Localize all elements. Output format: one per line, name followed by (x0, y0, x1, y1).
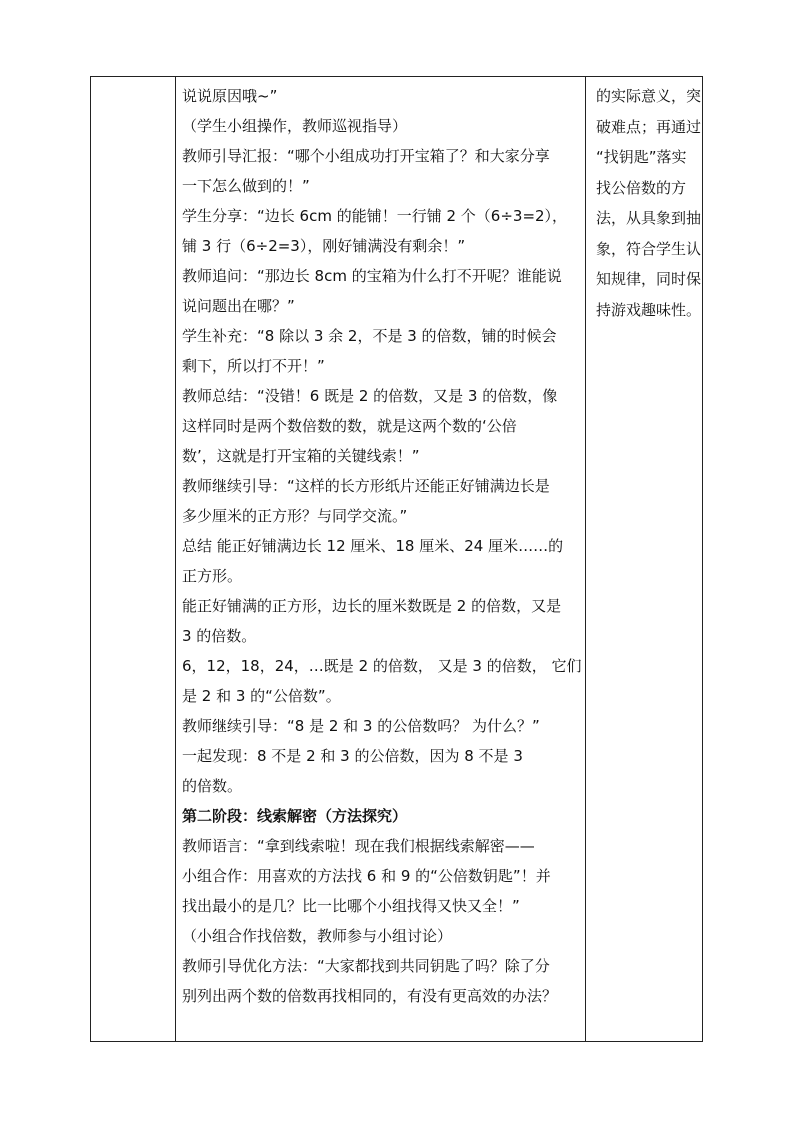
intent-line: 的实际意义，突 (596, 87, 702, 105)
process-line: （小组合作找倍数，教师参与小组讨论） (182, 927, 453, 945)
process-line: 剩下，所以打不开！” (182, 357, 325, 375)
teaching-process-cell (176, 77, 586, 1011)
process-line: 教师总结：“没错！6 既是 2 的倍数，又是 3 的倍数，像 (182, 387, 558, 405)
process-line: 3 的倍数。 (182, 627, 257, 645)
process-line: （学生小组操作，教师巡视指导） (182, 117, 408, 135)
process-line: 学生分享：“边长 6cm 的能铺！一行铺 2 个（6÷3=2）， (182, 207, 568, 225)
intent-line: 持游戏趣味性。 (596, 300, 702, 319)
stage-heading: 第二阶段：线索解密（方法探究） (182, 807, 408, 825)
process-line: 找出最小的是几？比一比哪个小组找得又快又全！” (182, 897, 520, 915)
process-line: 一起发现：8 不是 2 和 3 的公倍数，因为 8 不是 3 (182, 747, 523, 765)
intent-line: 法，从具象到抽 (596, 209, 702, 227)
process-line: 是 2 和 3 的“公倍数”。 (182, 687, 341, 705)
process-line: 教师追问：“那边长 8cm 的宝箱为什么打不开呢？谁能说 (182, 267, 562, 285)
process-line: 教师继续引导：“这样的长方形纸片还能正好铺满边长是 (182, 477, 550, 495)
design-intent-cell (590, 77, 704, 325)
process-line: 一下怎么做到的！” (182, 177, 310, 195)
process-line: 铺 3 行（6÷2=3），刚好铺满没有剩余！” (182, 237, 466, 255)
process-line: 说问题出在哪？” (182, 297, 295, 315)
process-line: 别列出两个数的倍数再找相同的，有没有更高效的办法？ (182, 987, 558, 1005)
intent-line: 找公倍数的方 (596, 178, 687, 197)
lesson-plan-table (90, 76, 703, 1042)
intent-line: “找钥匙”落实 (596, 148, 687, 166)
process-line: 6，12，18，24，…既是 2 的倍数， 又是 3 的倍数， 它们 (182, 657, 582, 675)
process-line: 多少厘米的正方形？与同学交流。” (182, 507, 408, 525)
process-line: 能正好铺满的正方形，边长的厘米数既是 2 的倍数，又是 (182, 597, 562, 615)
process-line: 总结 能正好铺满边长 12 厘米、18 厘米、24 厘米……的 (182, 537, 564, 555)
process-line: 正方形。 (182, 567, 243, 585)
process-line: 教师语言：“拿到线索啦！现在我们根据线索解密—— (182, 837, 535, 855)
process-line: 教师引导汇报：“哪个小组成功打开宝箱了？和大家分享 (182, 147, 550, 165)
process-line: 小组合作：用喜欢的方法找 6 和 9 的“公倍数钥匙”！并 (182, 867, 551, 885)
intent-line: 破难点；再通过 (596, 117, 702, 136)
process-line: 教师继续引导：“8 是 2 和 3 的公倍数吗？ 为什么？” (182, 717, 540, 735)
intent-line: 象，符合学生认 (596, 239, 702, 258)
process-line: 这样同时是两个数倍数的数，就是这两个数的‘公倍 (182, 417, 517, 435)
process-line: 的倍数。 (182, 777, 243, 795)
process-line: 数’，这就是打开宝箱的关键线索！” (182, 447, 420, 465)
process-line: 学生补充：“8 除以 3 余 2，不是 3 的倍数，铺的时候会 (182, 327, 557, 345)
process-line: 教师引导优化方法：“大家都找到共同钥匙了吗？除了分 (182, 957, 550, 975)
intent-line: 知规律，同时保 (596, 270, 702, 288)
process-line: 说说原因哦~” (182, 87, 278, 105)
